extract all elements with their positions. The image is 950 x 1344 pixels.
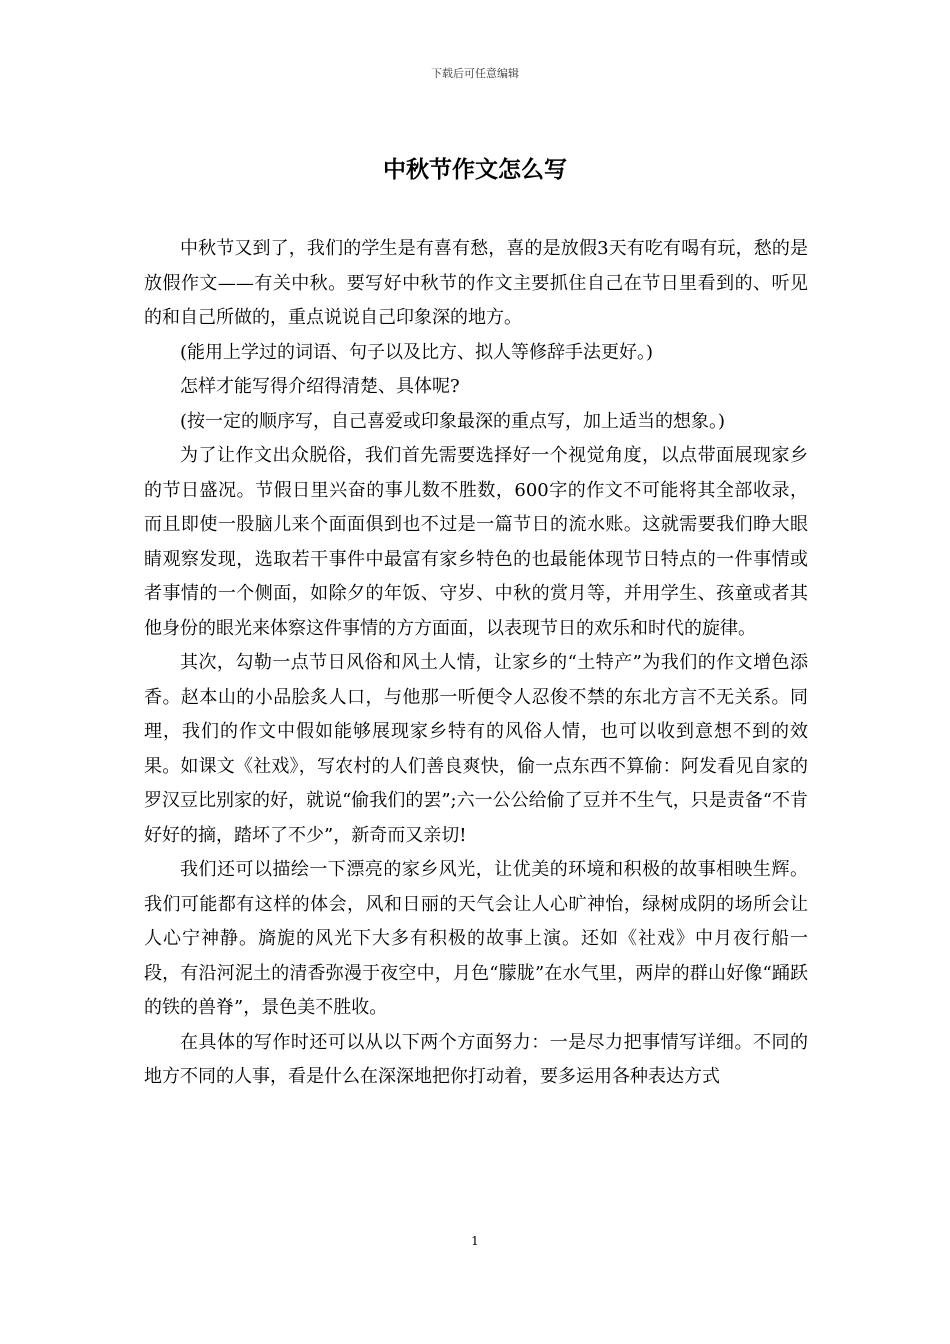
paragraph-4: (按一定的顺序写，自己喜爱或印象最深的重点写，加上适当的想象。) — [180, 410, 726, 432]
paragraph-1: 中秋节又到了，我们的学生是有喜有愁，喜的是放假3天有吃有喝有玩，愁的是放假作文——有关中秋。要写好中秋节的作文主要抓住自己在节日里看到的、听见的和自己所做的，重点说说自己印象深的地方。 — [144, 238, 808, 328]
paragraph-3: 怎样才能写得介绍得清楚、具体呢? — [180, 376, 460, 397]
paragraph-7: 我们还可以描绘一下漂亮的家乡风光，让优美的环境和积极的故事相映生辉。我们可能都有这样的体会，风和日丽的天气会让人心旷神怡，绿树成阴的场所会让人心宁神静。旖旎的风光下大多有积极的故事上演。还如《社戏》中月夜行船一段，有沿河泥土的清香弥漫于夜空中，月色“朦胧”在水气里，两岸的群山好像“踊跃的铁的兽脊”，景色美不胜收。 — [144, 859, 808, 1018]
header-note: 下载后可任意编辑 — [431, 67, 519, 80]
paragraph-5: 为了让作文出众脱俗，我们首先需要选择好一个视觉角度，以点带面展现家乡的节日盛况。节假日里兴奋的事儿数不胜数，600字的作文不可能将其全部收录，而且即使一股脑儿来个面面俱到也不过是一篇节日的流水账。这就需要我们睁大眼睛观察发现，选取若干事件中最富有家乡特色的也最能体现节日特点的一件事情或者事情的一个侧面，如除夕的年饭、守岁、中秋的赏月等，并用学生、孩童或者其他身份的眼光来体察这件事情的方方面面，以表现节日的欢乐和时代的旋律。 — [144, 445, 808, 639]
paragraph-6: 其次，勾勒一点节日风俗和风土人情，让家乡的“土特产”为我们的作文增色添香。赵本山的小品脍炙人口，与他那一听便令人忍俊不禁的东北方言不无关系。同理，我们的作文中假如能够展现家乡特有的风俗人情，也可以收到意想不到的效果。如课文《社戏》，写农村的人们善良爽快，偷一点东西不算偷：阿发看见自家的罗汉豆比别家的好，就说“偷我们的罢”;六一公公给偷了豆并不生气，只是责备“不肯好好的摘，踏坏了不少”，新奇而又亲切! — [144, 652, 808, 846]
page-number: 1 — [471, 1234, 479, 1248]
document-body — [144, 232, 808, 1095]
page-title: 中秋节作文怎么写 — [383, 156, 567, 183]
paragraph-8: 在具体的写作时还可以从以下两个方面努力：一是尽力把事情写详细。不同的地方不同的人事，看是什么在深深地把你打动着，要多运用各种表达方式 — [144, 1031, 808, 1087]
paragraph-2: (能用上学过的词语、句子以及比方、拟人等修辞手法更好。) — [180, 341, 654, 363]
